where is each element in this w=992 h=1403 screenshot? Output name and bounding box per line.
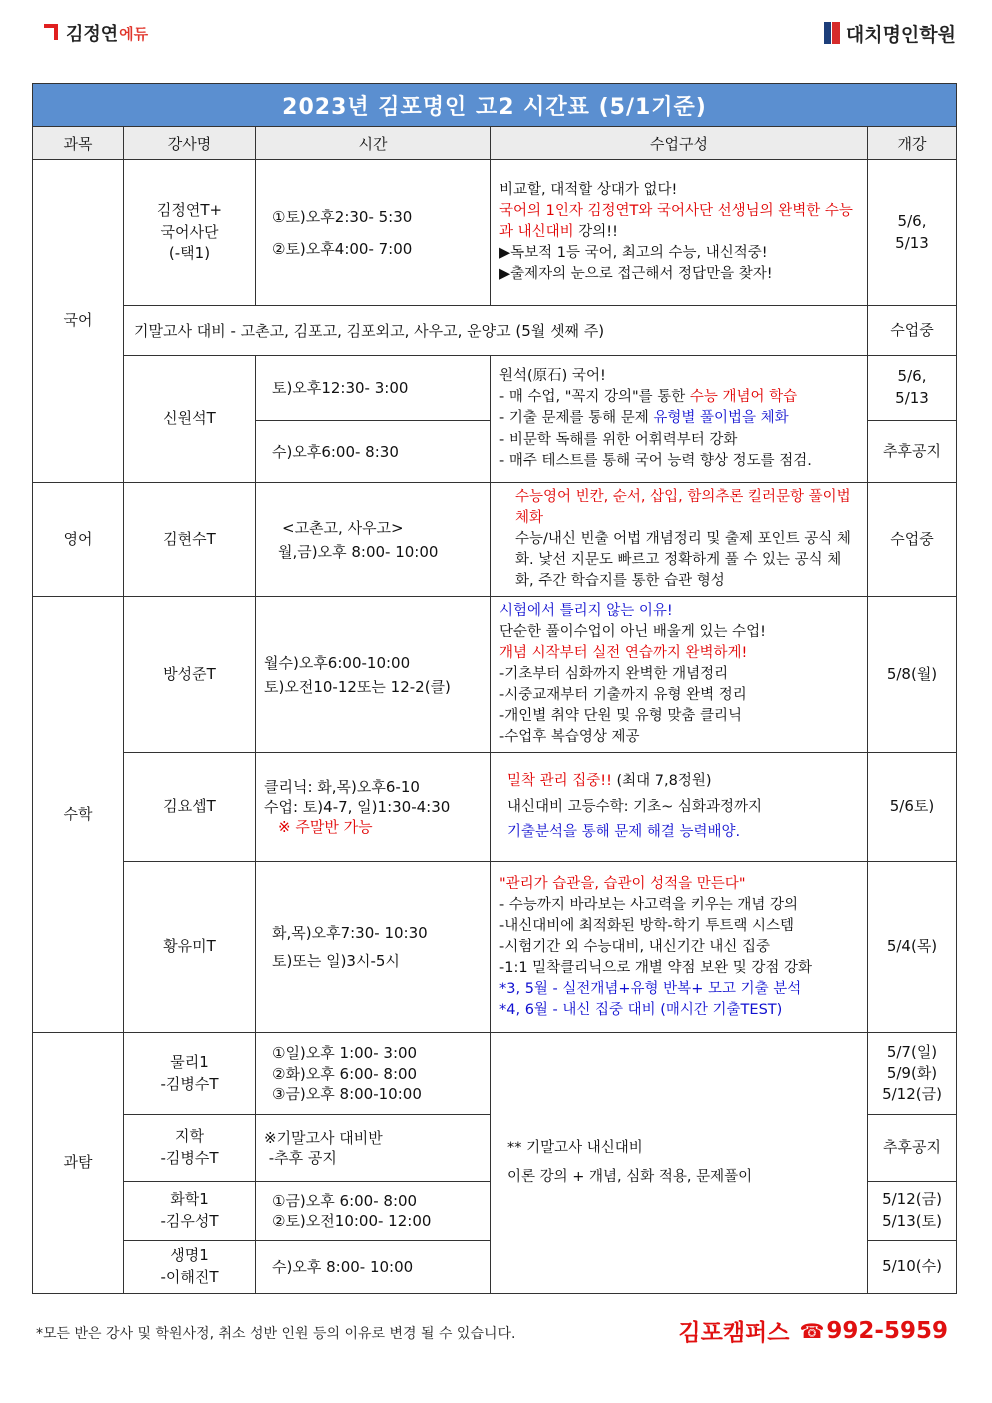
timetable-title: 2023년 김포명인 고2 시간표 (5/1기준) — [33, 84, 957, 127]
teacher-cell: 생명1 -이해진T — [124, 1241, 256, 1294]
col-start: 개강 — [868, 127, 957, 160]
table-row — [33, 1033, 957, 1115]
timetable — [32, 83, 957, 1294]
col-teacher: 강사명 — [124, 127, 256, 160]
subject-science: 과탐 — [33, 1033, 124, 1294]
time-cell: ①토)오후2:30- 5:30 ②토)오후4:00- 7:00 — [256, 160, 491, 306]
table-row — [33, 306, 957, 356]
start-cell: 수업중 — [868, 306, 957, 356]
campus-contact — [678, 1314, 948, 1347]
kim-jungyeon-edu-logo: 김정연 에듀 — [44, 18, 148, 48]
teacher-cell: 물리1 -김병수T — [124, 1033, 256, 1115]
content-cell: 시험에서 틀리지 않는 이유! 단순한 풀이수업이 아닌 배울게 있는 수업! 개념 시작부터 실전 연습까지 완벽하게! -기초부터 심화까지 완벽한 개념정리 -시중교재부터 기출까지 유형 완벽 정리 -개인별 취약 단원 및 유형 맞춤 클리닉 -수업후 복습영상 제공 — [491, 597, 868, 753]
table-row — [33, 483, 957, 597]
time-cell: <고촌고, 사우고> 월,금)오후 8:00- 10:00 — [256, 483, 491, 597]
col-content: 수업구성 — [491, 127, 868, 160]
daechi-myungin-logo: 대치명인학원 — [824, 18, 956, 48]
time-cell: ①일)오후 1:00- 3:00 ②화)오후 6:00- 8:00 ③금)오후 8:00-10:00 — [256, 1033, 491, 1115]
campus-name: 김포캠퍼스 — [678, 1320, 790, 1346]
subject-english: 영어 — [33, 483, 124, 597]
table-row — [33, 862, 957, 1033]
content-cell: ** 기말고사 내신대비 이론 강의 + 개념, 심화 적용, 문제풀이 — [491, 1033, 868, 1294]
content-cell: 수능영어 빈칸, 순서, 삽입, 함의추론 킬러문항 풀이법 체화 수능/내신 빈출 어법 개념정리 및 출제 포인트 공식 체화. 낯선 지문도 빠르고 정확하게 풀 수 있는 공식 체화, 주간 학습지를 통한 습관 형성 — [491, 483, 868, 597]
teacher-cell: 화학1 -김우성T — [124, 1182, 256, 1241]
time-cell: 수)오후 8:00- 10:00 — [256, 1241, 491, 1294]
teacher-cell: 김정연T+ 국어사단 (-택1) — [124, 160, 256, 306]
teacher-cell: 방성준T — [124, 597, 256, 753]
col-subject: 과목 — [33, 127, 124, 160]
start-cell: 5/10(수) — [868, 1241, 957, 1294]
time-cell: 수)오후6:00- 8:30 — [256, 421, 491, 483]
start-cell: 5/8(월) — [868, 597, 957, 753]
time-cell: 토)오후12:30- 3:00 — [256, 356, 491, 421]
exam-prep-notice: 기말고사 대비 - 고촌고, 김포고, 김포외고, 사우고, 운양고 (5월 셋째 주) — [124, 306, 868, 356]
phone-icon: ☎ — [799, 1318, 825, 1343]
content-cell: 비교할, 대적할 상대가 없다! 국어의 1인자 김정연T와 국어사단 선생님의 완벽한 수능과 내신대비 강의!! ▶독보적 1등 국어, 최고의 수능, 내신적중! ▶출제자의 눈으로 접근해서 정답만을 찾자! — [491, 160, 868, 306]
table-row — [33, 160, 957, 306]
content-cell: "관리가 습관을, 습관이 성적을 만든다" - 수능까지 바라보는 사고력을 키우는 개념 강의 -내신대비에 최적화된 방학-학기 투트랙 시스템 -시험기간 외 수능대비, 내신기간 내신 집중 -1:1 밀착클리닉으로 개별 약점 보완 및 강점 강화 *3, 5월 - 실전개념+유형 반복+ 모고 기출 분석 *4, 6월 - 내신 집중 대비 (매시간 기출TEST) — [491, 862, 868, 1033]
start-cell: 5/4(목) — [868, 862, 957, 1033]
start-cell: 5/12(금) 5/13(토) — [868, 1182, 957, 1241]
footer-note: *모든 반은 강사 및 학원사정, 취소 성반 인원 등의 이유로 변경 될 수 있습니다. — [36, 1326, 516, 1342]
teacher-cell: 황유미T — [124, 862, 256, 1033]
start-cell: 수업중 — [868, 483, 957, 597]
start-cell: 5/6, 5/13 — [868, 356, 957, 421]
teacher-cell: 김요셉T — [124, 753, 256, 862]
teacher-cell: 김현수T — [124, 483, 256, 597]
subject-math: 수학 — [33, 597, 124, 1033]
time-cell: ①금)오후 6:00- 8:00 ②토)오전10:00- 12:00 — [256, 1182, 491, 1241]
start-cell: 5/7(일) 5/9(화) 5/12(금) — [868, 1033, 957, 1115]
start-cell: 5/6, 5/13 — [868, 160, 957, 306]
time-cell: 화,목)오후7:30- 10:30 토)또는 일)3시-5시 — [256, 862, 491, 1033]
subject-korean: 국어 — [33, 160, 124, 483]
content-cell: 밀착 관리 집중!! (최대 7,8정원) 내신대비 고등수학: 기초~ 심화과정까지 기출분석을 통해 문제 해결 능력배양. — [491, 753, 868, 862]
content-cell: 원석(原石) 국어! - 매 수업, "꼭지 강의"를 통한 수능 개념어 학습 - 기출 문제를 통해 문제 유형별 풀이법을 체화 - 비문학 독해를 위한 어휘력부터 강화 - 매주 테스트를 통해 국어 능력 향상 정도를 점검. — [491, 356, 868, 483]
start-cell: 추후공지 — [868, 1115, 957, 1182]
teacher-cell: 지학 -김병수T — [124, 1115, 256, 1182]
logo-mark-icon — [44, 24, 62, 42]
start-cell: 추후공지 — [868, 421, 957, 483]
time-cell: 월수)오후6:00-10:00 토)오전10-12또는 12-2(클) — [256, 597, 491, 753]
teacher-cell: 신원석T — [124, 356, 256, 483]
building-logo-icon — [824, 22, 840, 44]
table-row — [33, 753, 957, 862]
time-cell: ※기말고사 대비반 -추후 공지 — [256, 1115, 491, 1182]
table-row — [33, 356, 957, 421]
start-cell: 5/6토) — [868, 753, 957, 862]
col-time: 시간 — [256, 127, 491, 160]
campus-phone: 992-5959 — [826, 1317, 948, 1344]
time-cell: 클리닉: 화,목)오후6-10 수업: 토)4-7, 일)1:30-4:30 ※ 주말반 가능 — [256, 753, 491, 862]
table-row — [33, 597, 957, 753]
